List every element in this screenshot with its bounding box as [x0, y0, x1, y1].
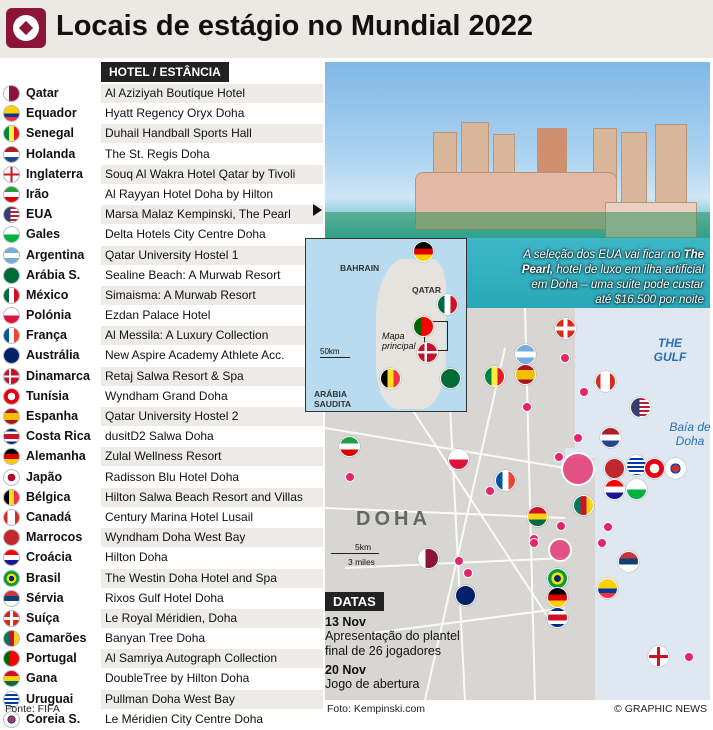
- photo-credit: Foto: Kempinski.com: [327, 703, 426, 715]
- team-country: Holanda: [26, 146, 76, 161]
- serbia-flag-icon: [618, 551, 639, 572]
- saudi-arabia-flag-icon: [3, 267, 20, 284]
- team-row: [0, 387, 323, 407]
- cameroon-flag-icon: [573, 495, 594, 516]
- serbia-flag-icon: [3, 590, 20, 607]
- team-hotel: The Westin Doha Hotel and Spa: [101, 569, 323, 588]
- portugal-flag-icon: [413, 316, 434, 337]
- location-dot: [463, 568, 473, 578]
- team-row: [0, 225, 323, 245]
- team-country: Costa Rica: [26, 429, 91, 444]
- source-credit: Fonte: FIFA: [5, 703, 60, 715]
- switzerland-flag-icon: [555, 318, 576, 339]
- senegal-flag-icon: [3, 125, 20, 142]
- england-flag-icon: [3, 166, 20, 183]
- location-dot: [597, 538, 607, 548]
- iran-flag-icon: [339, 436, 360, 457]
- location-dot: [579, 387, 589, 397]
- germany-flag-icon: [3, 448, 20, 465]
- main-scale-bar: [331, 553, 379, 554]
- morocco-flag-icon: [3, 529, 20, 546]
- team-country: Gana: [26, 671, 58, 686]
- footer: [0, 700, 713, 720]
- team-row: [0, 124, 323, 144]
- belgium-flag-icon: [380, 368, 401, 389]
- team-hotel: Radisson Blu Hotel Doha: [105, 469, 240, 484]
- costa-rica-flag-icon: [547, 607, 568, 628]
- netherlands-flag-icon: [3, 146, 20, 163]
- doha-bay-label: Baía de Doha: [669, 420, 711, 448]
- team-row: [0, 205, 323, 225]
- team-country: Tunísia: [26, 388, 69, 403]
- poland-flag-icon: [448, 449, 469, 470]
- costa-rica-flag-icon: [3, 428, 20, 445]
- wales-flag-icon: [626, 479, 647, 500]
- team-country: Irão: [26, 186, 49, 201]
- team-row: [0, 468, 323, 488]
- switzerland-flag-icon: [3, 610, 20, 627]
- team-hotel: Simaisma: A Murwab Resort: [101, 286, 323, 305]
- argentina-flag-icon: [3, 247, 20, 264]
- team-hotel: New Aspire Academy Athlete Acc.: [105, 348, 285, 363]
- qatar-flag-icon: [418, 548, 439, 569]
- croatia-flag-icon: [3, 549, 20, 566]
- team-row: [0, 609, 323, 629]
- team-hotel: Hilton Salwa Beach Resort and Villas: [101, 488, 323, 507]
- cluster-marker: [548, 538, 572, 562]
- team-country: Polónia: [26, 308, 72, 323]
- australia-flag-icon: [3, 347, 20, 364]
- team-hotel: Century Marina Hotel Lusail: [105, 509, 254, 524]
- england-flag-icon: [648, 646, 669, 667]
- poland-flag-icon: [3, 307, 20, 324]
- tunisia-flag-icon: [644, 458, 665, 479]
- argentina-flag-icon: [515, 344, 536, 365]
- team-country: Canadá: [26, 509, 72, 524]
- team-hotel: Qatar University Hostel 2: [101, 407, 323, 426]
- team-row: [0, 326, 323, 346]
- team-country: Inglaterra: [26, 166, 83, 181]
- south-korea-flag-icon: [665, 458, 686, 479]
- cameroon-flag-icon: [3, 630, 20, 647]
- brazil-flag-icon: [547, 568, 568, 589]
- team-hotel: Qatar University Hostel 1: [101, 246, 323, 265]
- inset-scale-bar: [320, 357, 350, 358]
- team-row: [0, 367, 323, 387]
- doha-label: DOHA: [356, 508, 431, 530]
- team-country: Senegal: [26, 126, 74, 141]
- team-row: [0, 104, 323, 124]
- photo-caption: A seleção dos EUA vai ficar no The Pearl, hotel de luxo em ilha artificial em Doha – uma suite pode custar até $16.500 por noite: [521, 249, 704, 306]
- team-country: Austrália: [26, 348, 80, 363]
- team-row: [0, 447, 323, 467]
- team-hotel: Hyatt Regency Oryx Doha: [105, 106, 245, 121]
- team-country: Bélgica: [26, 489, 71, 504]
- team-hotel: Rixos Gulf Hotel Doha: [105, 590, 224, 605]
- team-country: Sérvia: [26, 590, 64, 605]
- team-hotel: Souq Al Wakra Hotel Qatar by Tivoli: [101, 165, 323, 184]
- team-hotel: Delta Hotels City Centre Doha: [105, 227, 266, 242]
- graphic-news-credit: © GRAPHIC NEWS: [614, 703, 707, 715]
- team-hotel: Retaj Salwa Resort & Spa: [101, 367, 323, 386]
- france-flag-icon: [495, 470, 516, 491]
- team-row: [0, 629, 323, 649]
- team-hotel: The St. Regis Doha: [105, 146, 210, 161]
- morocco-flag-icon: [604, 458, 625, 479]
- team-hotel-table: [0, 84, 323, 730]
- team-hotel: DoubleTree by Hilton Doha: [105, 671, 250, 686]
- header-bar: [0, 0, 713, 58]
- spain-flag-icon: [515, 364, 536, 385]
- location-dot: [522, 402, 532, 412]
- team-row: [0, 145, 323, 165]
- location-dot: [529, 538, 539, 548]
- germany-flag-icon: [413, 241, 434, 262]
- team-country: Coreia S.: [26, 711, 81, 726]
- hotel-column-header: HOTEL / ESTÂNCIA: [101, 62, 229, 82]
- world-cup-logo-icon: [6, 8, 46, 48]
- team-hotel: Al Rayyan Hotel Doha by Hilton: [105, 186, 274, 201]
- team-country: Suíça: [26, 610, 60, 625]
- location-dot: [573, 433, 583, 443]
- team-row: [0, 266, 323, 286]
- team-country: Croácia: [26, 550, 72, 565]
- team-hotel: Wyndham Doha West Bay: [101, 528, 323, 547]
- team-country: Japão: [26, 469, 63, 484]
- team-country: Portugal: [26, 651, 77, 666]
- team-row: [0, 246, 323, 266]
- team-country: Espanha: [26, 409, 79, 423]
- japan-flag-icon: [3, 469, 20, 486]
- team-hotel: Banyan Tree Doha: [105, 631, 206, 646]
- team-row: [0, 346, 323, 366]
- team-row: [0, 165, 323, 185]
- tunisia-flag-icon: [3, 388, 20, 405]
- location-dot: [485, 486, 495, 496]
- location-dot: [556, 521, 566, 531]
- team-country: Alemanha: [26, 449, 86, 464]
- date-1: 13 Nov: [325, 615, 366, 629]
- team-row: [0, 407, 323, 427]
- brazil-flag-icon: [3, 570, 20, 587]
- cluster-marker: [561, 452, 595, 486]
- location-dot: [454, 556, 464, 566]
- page-title: Locais de estágio no Mundial 2022: [56, 10, 534, 42]
- team-hotel: Hilton Doha: [105, 550, 168, 565]
- senegal-flag-icon: [484, 366, 505, 387]
- mexico-flag-icon: [437, 294, 458, 315]
- canada-flag-icon: [595, 371, 616, 392]
- team-country: México: [26, 287, 69, 302]
- ghana-flag-icon: [527, 506, 548, 527]
- iran-flag-icon: [3, 186, 20, 203]
- team-country: Argentina: [26, 247, 85, 262]
- location-dot: [684, 652, 694, 662]
- spain-flag-icon: [3, 408, 20, 425]
- team-row: [0, 508, 323, 528]
- team-country: Arábia S.: [26, 267, 81, 282]
- usa-flag-icon: [630, 397, 651, 418]
- team-row: [0, 488, 323, 508]
- team-row: [0, 669, 323, 689]
- usa-flag-icon: [3, 206, 20, 223]
- team-country: França: [26, 328, 67, 343]
- team-row: [0, 589, 323, 609]
- saudi-arabia-flag-icon: [440, 368, 461, 389]
- france-flag-icon: [3, 327, 20, 344]
- team-row: [0, 649, 323, 669]
- belgium-flag-icon: [3, 489, 20, 506]
- usa-row-pointer-icon: [313, 204, 322, 216]
- dates-box: [325, 592, 477, 692]
- team-country: Dinamarca: [26, 368, 90, 383]
- team-country: Qatar: [26, 86, 59, 100]
- team-hotel: Le Royal Méridien, Doha: [101, 609, 323, 628]
- team-hotel: Zulal Wellness Resort: [101, 447, 323, 466]
- date-2-text: Jogo de abertura: [325, 677, 420, 691]
- denmark-flag-icon: [417, 342, 438, 363]
- team-hotel: Al Aziziyah Boutique Hotel: [101, 84, 323, 103]
- qatar-inset-map: BAHRAIN QATAR ARÁBIA SAUDITA Mapa principal 50km: [305, 238, 467, 412]
- team-country: EUA: [26, 207, 53, 222]
- canada-flag-icon: [3, 509, 20, 526]
- denmark-flag-icon: [3, 368, 20, 385]
- team-country: Equador: [26, 106, 77, 121]
- germany-flag-icon: [547, 587, 568, 608]
- gulf-label: THE GULF: [653, 336, 687, 364]
- mexico-flag-icon: [3, 287, 20, 304]
- team-hotel: Ezdan Palace Hotel: [105, 308, 211, 323]
- location-dot: [603, 522, 613, 532]
- team-hotel: Al Samriya Autograph Collection: [101, 649, 323, 668]
- wales-flag-icon: [3, 226, 20, 243]
- team-row: [0, 185, 323, 205]
- team-country: Gales: [26, 227, 61, 242]
- team-hotel: Pullman Doha West Bay: [101, 690, 323, 709]
- team-hotel: Duhail Handball Sports Hall: [101, 124, 323, 143]
- scale-miles-label: 3 miles: [348, 557, 375, 567]
- team-hotel: Sealine Beach: A Murwab Resort: [105, 267, 281, 282]
- dates-header: DATAS: [325, 592, 384, 611]
- ecuador-flag-icon: [3, 105, 20, 122]
- team-row: [0, 569, 323, 589]
- ghana-flag-icon: [3, 670, 20, 687]
- team-country: Marrocos: [26, 530, 83, 545]
- location-dot: [345, 472, 355, 482]
- team-row: [0, 528, 323, 548]
- team-row: [0, 306, 323, 326]
- team-hotel: Al Messila: A Luxury Collection: [101, 326, 323, 345]
- team-country: Brasil: [26, 570, 61, 585]
- team-hotel: Wyndham Grand Doha: [105, 388, 228, 403]
- scale-km-label: 5km: [355, 542, 372, 552]
- team-country: Uruguai: [26, 691, 74, 706]
- portugal-flag-icon: [3, 650, 20, 667]
- croatia-flag-icon: [604, 479, 625, 500]
- team-row: [0, 84, 323, 104]
- location-dot: [560, 353, 570, 363]
- team-row: [0, 286, 323, 306]
- team-hotel: Le Méridien City Centre Doha: [105, 711, 264, 726]
- team-row: [0, 548, 323, 568]
- team-hotel: Marsa Malaz Kempinski, The Pearl: [101, 205, 323, 224]
- ecuador-flag-icon: [597, 578, 618, 599]
- qatar-flag-icon: [3, 85, 20, 102]
- team-hotel: dusitD2 Salwa Doha: [105, 429, 214, 444]
- team-country: Camarões: [26, 631, 87, 646]
- date-2: 20 Nov: [325, 663, 366, 677]
- netherlands-flag-icon: [600, 427, 621, 448]
- date-1-text: Apresentação do plantel final de 26 jogadores: [325, 629, 460, 658]
- team-row: [0, 427, 323, 447]
